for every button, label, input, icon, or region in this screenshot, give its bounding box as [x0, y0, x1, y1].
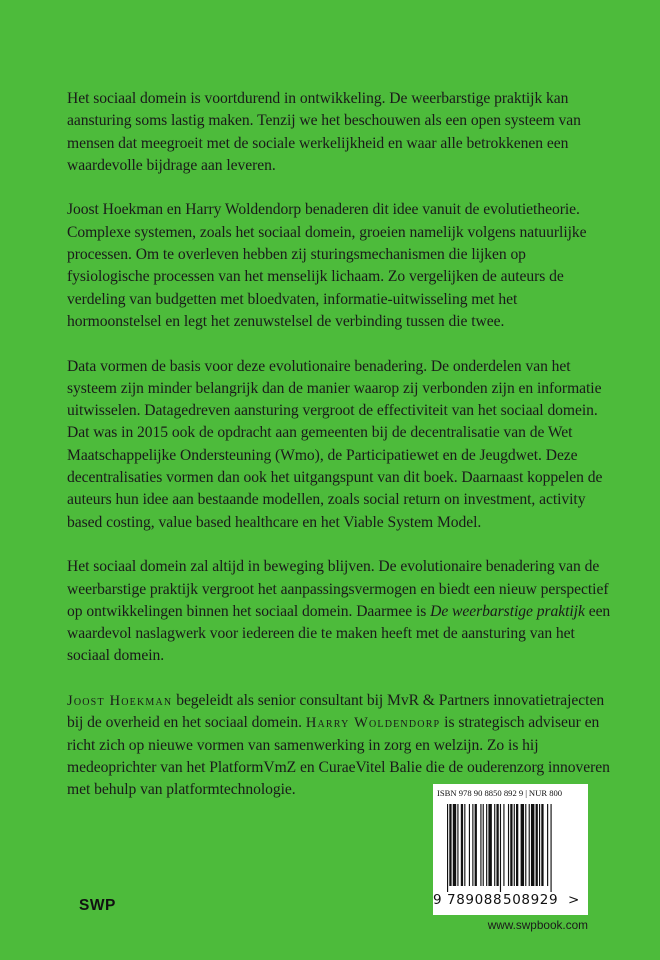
barcode-stripe: [551, 804, 552, 892]
barcode-stripe: [480, 804, 481, 886]
barcode-stripe: [472, 804, 473, 886]
barcode-stripe: [531, 804, 534, 886]
barcode-stripe: [496, 804, 498, 886]
paragraph-conclusion: [67, 556, 612, 667]
author-name-harry: Harry Woldendorp: [305, 715, 441, 732]
barcode-stripe: [483, 804, 484, 886]
barcode-stripe: [525, 804, 526, 886]
barcode-stripe: [447, 804, 448, 892]
paragraph-data-basis: Data vormen de basis voor deze evolutionaire benadering. De onderdelen van het systeem zijn minder belangrijk dan de manier waarop zij verbonden zijn en informatie uitwisselen. Datagedreven aansturing vergroot de effectiviteit van het sociaal domein. Dat was in 2015 ook de opdracht aan gemeenten bij de decentralisatie van de Wet Maatschappelijke Ondersteuning (Wmo), de Participatiewet en de Jeugdwet. Deze decentralisaties vormen dan ook het uitgangspunt van dit boek. Daarnaast koppelen de auteurs hun idee aan bestaande modellen, zoals social return on investment, activity based costing, value based healthcare en het Viable System Model.: [67, 357, 603, 531]
barcode-stripe: [547, 804, 548, 886]
barcode-stripe: [488, 804, 491, 886]
barcode-digits-left: 789088: [447, 892, 503, 908]
barcode-stripe: [516, 804, 518, 886]
barcode-stripe: [453, 804, 456, 886]
barcode-stripe: [500, 804, 501, 892]
barcode-quiet-mark: >: [568, 892, 580, 908]
author-bio-harry: is strategisch adviseur en richt zich op nieuwe vormen van samenwerking in zorg en welzijn. Zo is hij medeoprichter van het PlatformVmZ en CuraeVitel Balie die de ouderenzorg innoveren met behulp van platformtechnologie.: [67, 714, 610, 799]
publisher-website: www.swpbook.com: [487, 918, 588, 932]
barcode-stripe: [536, 804, 538, 886]
barcode-stripe: [469, 804, 470, 886]
barcode-stripe: [461, 804, 463, 886]
conclusion-text-start: Het sociaal domein zal altijd in beweging blijven. De evolutionaire benadering van de weerbarstige praktijk vergroot het aanpassingsvermogen en biedt een nieuw perspectief op ontwikkelingen binnen het sociaal domein. Daarmee is: [67, 558, 609, 620]
isbn-barcode: [433, 784, 588, 915]
barcode-digits-right: 508929: [503, 892, 559, 908]
barcode-stripe: [508, 804, 509, 886]
nur-code: NUR 800: [528, 788, 563, 798]
author-bio-joost: begeleidt als senior consultant bij MvR & Partners innovatietrajecten bij de overheid en het sociaal domein.: [67, 692, 605, 732]
conclusion-text-end: een waardevol naslagwerk voor iedereen die te maken heeft met de aansturing van het sociaal domein.: [67, 602, 611, 665]
barcode-stripe: [521, 804, 524, 886]
barcode-stripe: [514, 804, 515, 886]
barcode-stripe: [494, 804, 495, 886]
barcode-bars: [441, 804, 580, 892]
barcode-stripe: [449, 804, 451, 886]
barcode-stripe: [539, 804, 540, 886]
barcode-stripe: [503, 804, 504, 886]
barcode-digit-first: 9: [433, 892, 443, 908]
barcode-stripe: [541, 804, 543, 886]
barcode-stripe: [457, 804, 458, 886]
paragraph-intro: Het sociaal domein is voortdurend in ontwikkeling. De weerbarstige praktijk kan aansturing soms lastig maken. Tenzij we het beschouwen als een open systeem van mensen dat meegroeit met de sociale werkelijkheid en waar alle betrokkenen een waardevolle bijdrage aan leveren.: [67, 90, 581, 174]
author-name-joost: Joost Hoekman: [67, 693, 173, 710]
isbn-label: [437, 788, 584, 798]
blurb-text: [67, 88, 612, 824]
isbn-separator: |: [525, 788, 527, 798]
barcode-stripe: [486, 804, 487, 886]
paragraph-authors-approach: Joost Hoekman en Harry Woldendorp benaderen dit idee vanuit de evolutietheorie. Complexe systemen, zoals het sociaal domein, groeien namelijk volgens natuurlijke processen. Om te overleven hebben zij sturingsmechanismen die lijken op fysiologische processen van het menselijk lichaam. Zo vergelijken de auteurs de verdeling van budgetten met bloedvaten, informatie-uitwisseling met het hormoonstelsel en legt het zenuwstelsel de verbinding tussen die twee.: [67, 201, 587, 330]
barcode-stripe: [464, 804, 465, 886]
publisher-logo: SWP: [79, 897, 116, 914]
barcode-stripe: [510, 804, 512, 886]
isbn-number: ISBN 978 90 8850 892 9: [437, 788, 524, 798]
barcode-stripe: [475, 804, 477, 886]
barcode-stripe: [529, 804, 530, 886]
book-title-italic: De weerbarstige praktijk: [430, 602, 585, 620]
